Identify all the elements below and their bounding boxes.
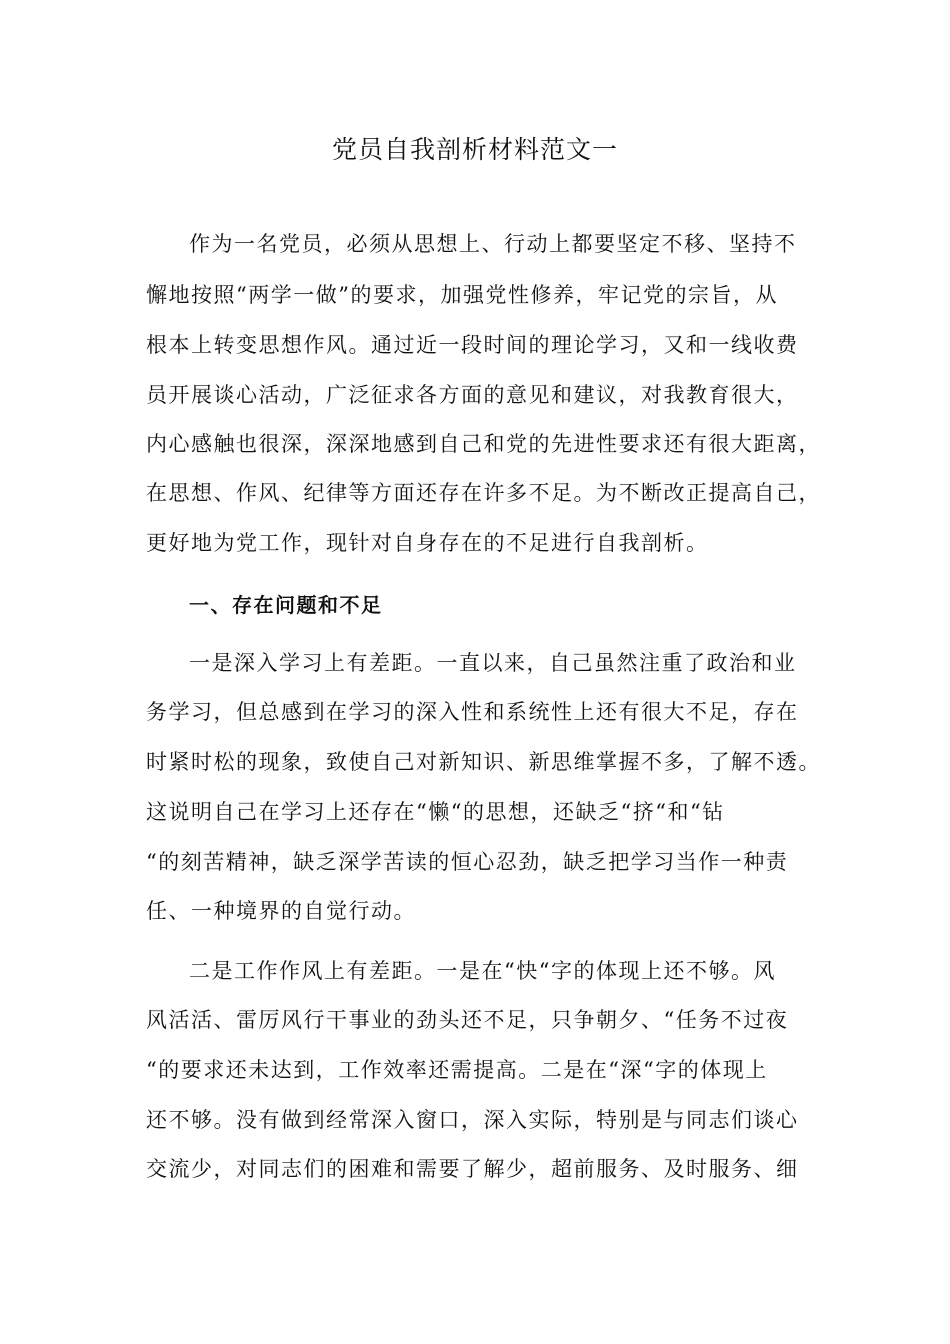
- document-title: 党员自我剖析材料范文一: [331, 135, 618, 164]
- paragraph-line: 一是深入学习上有差距。一直以来，自己虽然注重了政治和业: [189, 651, 797, 675]
- intro-line: 根本上转变思想作风。通过近一段时间的理论学习，又和一线收费: [146, 333, 799, 357]
- intro-line: 作为一名党员，必须从思想上、行动上都要坚定不移、坚持不: [189, 232, 797, 256]
- paragraph-line: 务学习，但总感到在学习的深入性和系统性上还有很大不足，存在: [146, 700, 799, 724]
- intro-line: 内心感触也很深，深深地感到自己和党的先进性要求还有很大距离，: [146, 432, 821, 456]
- intro-line: 更好地为党工作，现针对自身存在的不足进行自我剖析。: [146, 531, 709, 555]
- intro-line: 在思想、作风、纪律等方面还存在许多不足。为不断改正提高自己，: [146, 481, 821, 505]
- paragraph-line: 交流少，对同志们的困难和需要了解少，超前服务、及时服务、细: [146, 1157, 799, 1181]
- paragraph-line: 时紧时松的现象，致使自己对新知识、新思维掌握不多，了解不透。: [146, 750, 821, 774]
- intro-line: 员开展谈心活动，广泛征求各方面的意见和建议，对我教育很大，: [146, 383, 799, 407]
- paragraph-line: 二是工作作风上有差距。一是在“快“字的体现上还不够。风: [189, 959, 776, 983]
- paragraph-line: “的刻苦精神，缺乏深学苦读的恒心忍劲，缺乏把学习当作一种责: [146, 850, 789, 874]
- intro-line: 懈地按照“两学一做”的要求，加强党性修养，牢记党的宗旨，从: [146, 283, 778, 307]
- paragraph-line: 这说明自己在学习上还存在“懒“的思想，还缺乏“挤“和“钻: [146, 800, 725, 824]
- paragraph-line: 还不够。没有做到经常深入窗口，深入实际，特别是与同志们谈心: [146, 1108, 799, 1132]
- paragraph-line: “的要求还未达到，工作效率还需提高。二是在“深“字的体现上: [146, 1058, 768, 1082]
- paragraph-line: 任、一种境界的自觉行动。: [146, 899, 416, 923]
- paragraph-line: 风活活、雷厉风行干事业的劲头还不足，只争朝夕、“任务不过夜: [146, 1008, 789, 1032]
- section-heading: 一、存在问题和不足: [189, 593, 383, 617]
